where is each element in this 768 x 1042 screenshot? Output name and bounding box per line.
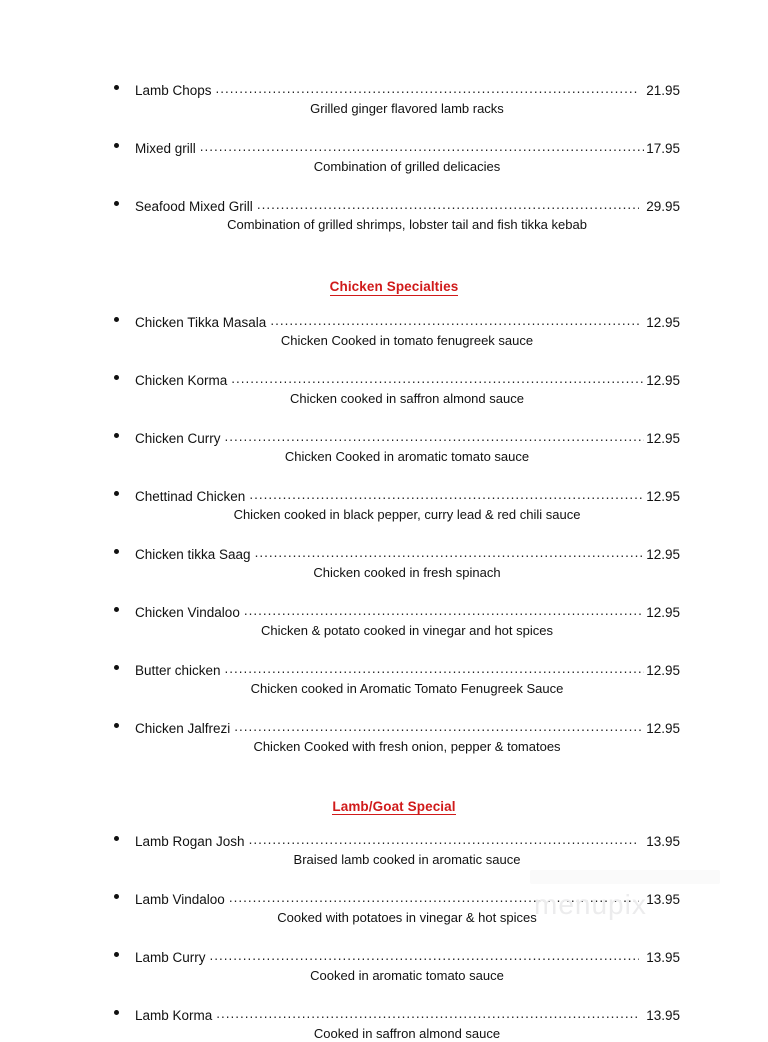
- menu-item-line: [108, 426, 680, 447]
- menu-item-price: 21.95: [646, 83, 680, 98]
- menu-item-name: Lamb Vindaloo: [135, 892, 225, 908]
- menu-item: [108, 1003, 680, 1042]
- menu-item: [108, 600, 680, 639]
- menu-section-lamb-goat-special: [108, 799, 680, 1042]
- menu-item-name: Chicken Korma: [135, 372, 228, 388]
- menu-item-description: Chicken cooked in Aromatic Tomato Fenugreek Sauce: [250, 680, 564, 696]
- menu-item-name: Lamb Curry: [135, 950, 206, 966]
- menu-item-price: 13.95: [646, 950, 680, 966]
- menu-item-line: [108, 484, 680, 505]
- menu-item-description: Grilled ginger flavored lamb racks: [310, 101, 504, 116]
- menu-item-price: 17.95: [646, 141, 680, 156]
- dot-leader: [234, 718, 644, 733]
- bullet-icon: [108, 78, 135, 95]
- dot-leader: [210, 947, 640, 962]
- menu-item-line: [108, 829, 680, 850]
- menu-item-description: Cooked with potatoes in vinegar & hot spices: [277, 910, 537, 926]
- menu-item-description: Chicken Cooked with fresh onion, pepper & tomatoes: [253, 738, 561, 754]
- menu-item-name: Mixed grill: [135, 141, 196, 156]
- dot-leader: [216, 1005, 639, 1020]
- menu-item-line: [108, 542, 680, 563]
- dot-leader: [225, 428, 645, 443]
- menu-item-price: 13.95: [646, 1008, 680, 1024]
- dot-leader: [249, 831, 640, 846]
- bullet-icon: [108, 1003, 135, 1020]
- menu-item-description: Braised lamb cooked in aromatic sauce: [293, 852, 521, 868]
- menu-item-price: 12.95: [646, 314, 680, 330]
- dot-leader: [270, 312, 639, 327]
- menu-item-line: [108, 658, 680, 679]
- menu-item-line: [108, 194, 680, 215]
- dot-leader: [225, 660, 645, 675]
- dot-leader: [231, 370, 644, 385]
- menu-item-price: 12.95: [646, 488, 680, 504]
- menupix-watermark: menupix: [534, 889, 647, 920]
- menu-item: [108, 945, 680, 984]
- menu-item: [108, 194, 680, 233]
- menu-item-description: Chicken cooked in fresh spinach: [313, 564, 501, 580]
- dot-leader: [216, 80, 640, 95]
- menu-item-price: 12.95: [646, 662, 680, 678]
- dot-leader: [244, 602, 644, 617]
- bullet-icon: [108, 658, 135, 675]
- menu-item-line: [108, 78, 680, 99]
- menu-item: [108, 716, 680, 755]
- menu-section-grill-continued: [108, 78, 680, 233]
- bullet-icon: [108, 887, 135, 904]
- menu-item-price: 12.95: [646, 372, 680, 388]
- menu-item-name: Chicken tikka Saag: [135, 546, 251, 562]
- menu-item: [108, 542, 680, 581]
- menu-item-line: [108, 1003, 680, 1024]
- menu-section-chicken-specialties: [108, 279, 680, 755]
- menu-item-name: Lamb Rogan Josh: [135, 834, 245, 850]
- section-header-chicken-specialties: [108, 279, 680, 296]
- menu-item-price: 13.95: [646, 834, 680, 850]
- menu-item: [108, 136, 680, 175]
- menu-item-description: Combination of grilled shrimps, lobster tail and fish tikka kebab: [227, 217, 587, 232]
- menu-item-line: [108, 600, 680, 621]
- menu-item-line: [108, 368, 680, 389]
- bullet-icon: [108, 194, 135, 211]
- menu-item-name: Chicken Jalfrezi: [135, 720, 231, 736]
- bullet-icon: [108, 542, 135, 559]
- menu-item-price: 12.95: [646, 604, 680, 620]
- menu-item-line: [108, 945, 680, 966]
- menu-item: [108, 426, 680, 465]
- menu-item-name: Chicken Curry: [135, 430, 221, 446]
- menu-item-name: Butter chicken: [135, 662, 221, 678]
- bullet-icon: [108, 426, 135, 443]
- menu-item-name: Seafood Mixed Grill: [135, 199, 253, 214]
- bullet-icon: [108, 945, 135, 962]
- menu-item-name: Chicken Vindaloo: [135, 604, 240, 620]
- dot-leader: [255, 544, 645, 559]
- menu-item-price: 13.95: [646, 892, 680, 908]
- menu-item-name: Chicken Tikka Masala: [135, 314, 267, 330]
- bullet-icon: [108, 600, 135, 617]
- section-header-label: Lamb/Goat Special: [332, 798, 456, 814]
- menu-item-name: Chettinad Chicken: [135, 488, 246, 504]
- menu-item-line: [108, 136, 680, 157]
- menu-item: [108, 829, 680, 868]
- watermark-ghost-line: [530, 870, 720, 884]
- bullet-icon: [108, 136, 135, 153]
- menu-item-description: Combination of grilled delicacies: [313, 159, 501, 174]
- menu-item-name: Lamb Korma: [135, 1008, 213, 1024]
- menu-item: [108, 310, 680, 349]
- menu-item-price: 29.95: [646, 199, 680, 214]
- bullet-icon: [108, 716, 135, 733]
- menu-item: [108, 658, 680, 697]
- menu-item-price: 12.95: [646, 720, 680, 736]
- bullet-icon: [108, 484, 135, 501]
- menu-item-price: 12.95: [646, 430, 680, 446]
- dot-leader: [257, 196, 639, 211]
- menu-item: [108, 484, 680, 523]
- bullet-icon: [108, 310, 135, 327]
- menu-item-description: Chicken Cooked in aromatic tomato sauce: [284, 448, 530, 464]
- menu-item-line: [108, 716, 680, 737]
- menu-item-line: [108, 310, 680, 331]
- menu-item-name: Lamb Chops: [135, 83, 212, 98]
- dot-leader: [249, 486, 644, 501]
- menu-item-description: Chicken & potato cooked in vinegar and hot spices: [261, 622, 553, 638]
- menu-item: [108, 78, 680, 117]
- section-header-lamb-goat-special: [108, 799, 680, 816]
- section-header-label: Chicken Specialties: [329, 279, 459, 294]
- menu-item-description: Cooked in saffron almond sauce: [313, 1026, 501, 1042]
- dot-leader: [200, 138, 644, 153]
- menu-item: [108, 368, 680, 407]
- bullet-icon: [108, 829, 135, 846]
- bullet-icon: [108, 368, 135, 385]
- menu-item-description: Chicken Cooked in tomato fenugreek sauce: [280, 332, 534, 348]
- menu-item-description: Chicken cooked in saffron almond sauce: [290, 390, 524, 406]
- menu-item-description: Chicken cooked in black pepper, curry lead & red chili sauce: [233, 506, 581, 522]
- menu-item-description: Cooked in aromatic tomato sauce: [310, 968, 504, 984]
- menu-item-price: 12.95: [646, 546, 680, 562]
